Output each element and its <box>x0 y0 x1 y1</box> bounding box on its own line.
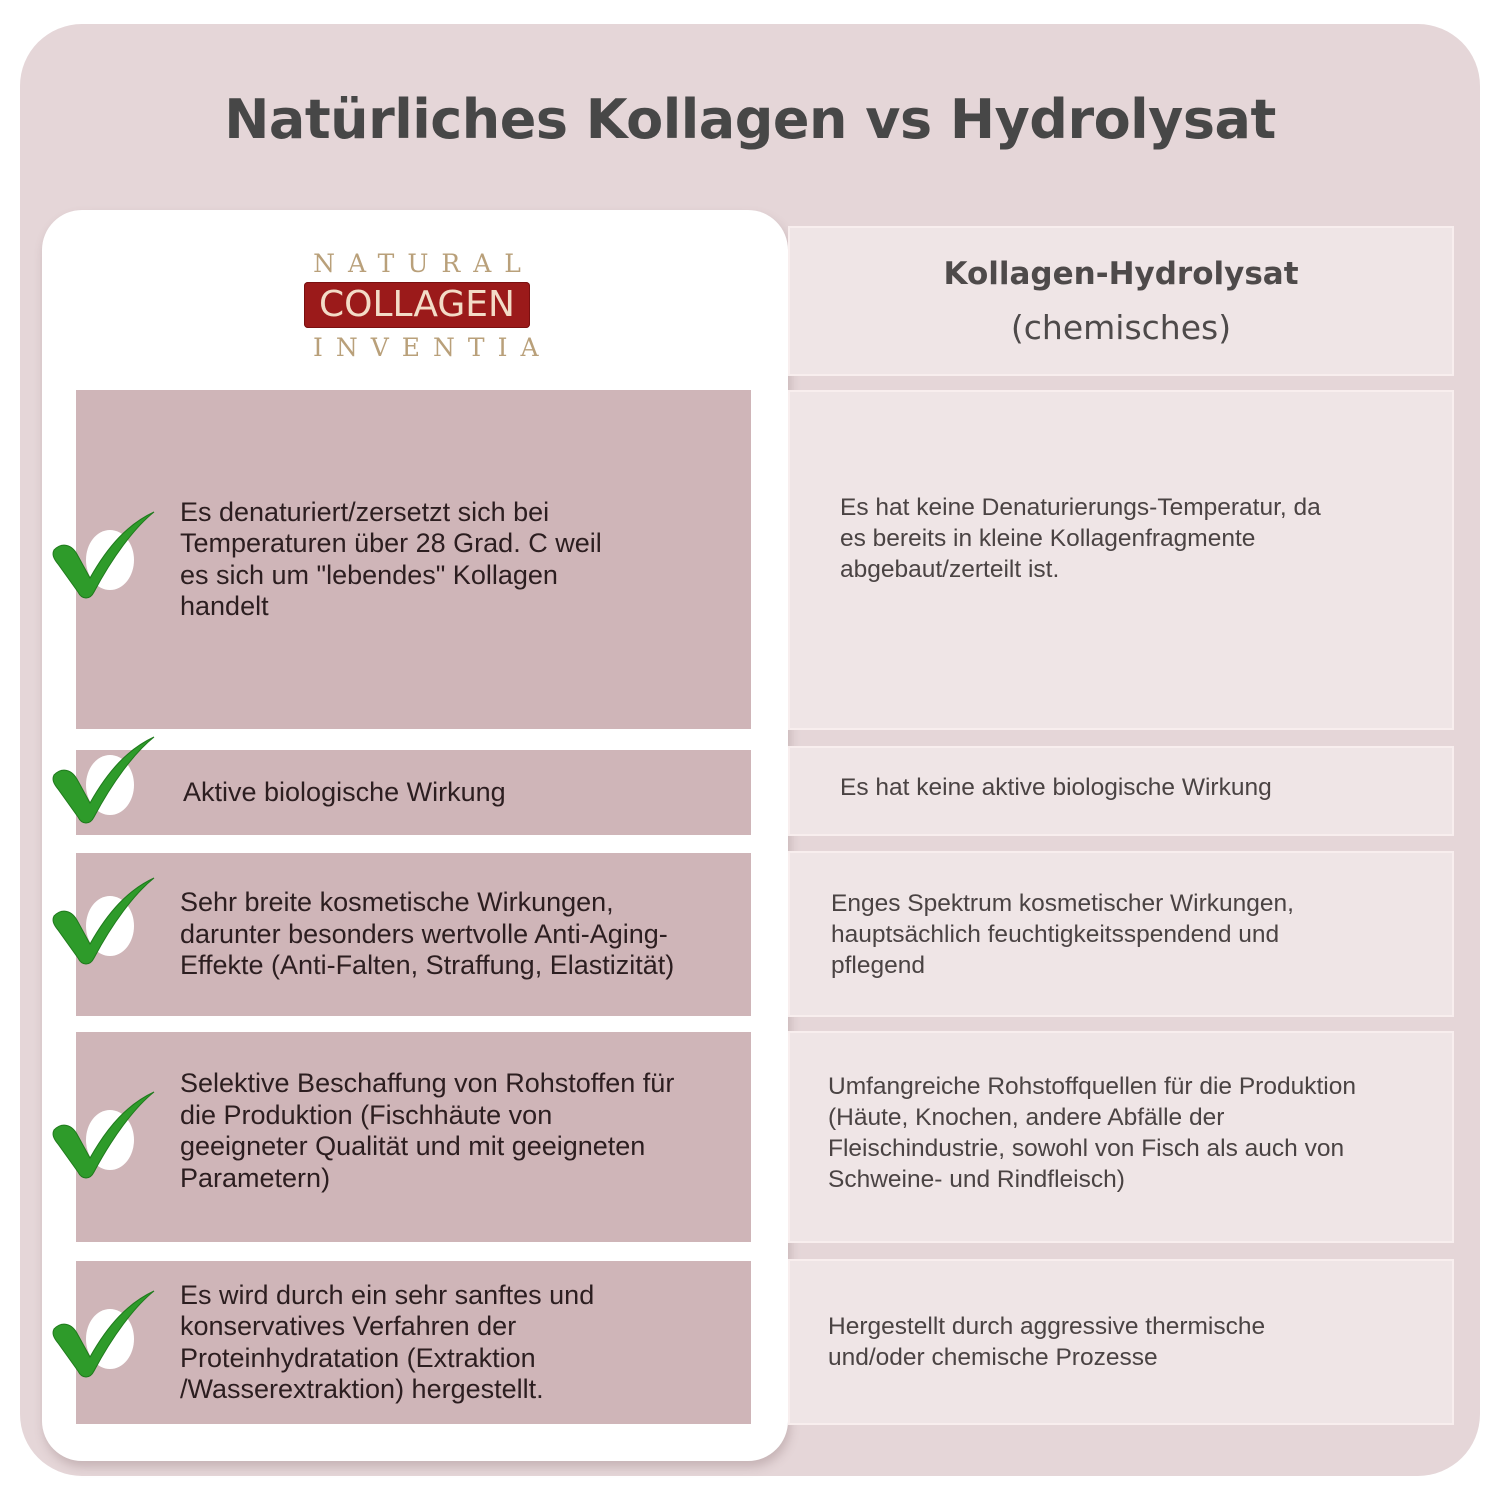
hydrolysate-cell-text: Es hat keine Denaturierungs-Temperatur, da es bereits in kleine Kollagenfragmente abgebaut/zerteilt ist. <box>840 494 1321 583</box>
hydrolysate-cell-4 <box>788 1031 1454 1243</box>
natural-cell-text: Selektive Beschaffung von Rohstoffen für die Produktion (Fischhäute von geeigneter Qualität und mit geeigneten Parametern) <box>180 1068 675 1193</box>
natural-cell-2 <box>76 750 751 835</box>
check-icon <box>50 733 150 823</box>
hydrolysate-header-title: Kollagen-Hydrolysat <box>943 256 1299 292</box>
hydrolysate-column-header <box>788 226 1454 376</box>
hydrolysate-cell-3 <box>788 851 1454 1017</box>
check-icon <box>50 1287 150 1377</box>
natural-cell-text: Es denaturiert/zersetzt sich bei Temperaturen über 28 Grad. C weil es sich um "lebendes" Kollagen handelt <box>180 496 602 621</box>
natural-cell-text: Sehr breite kosmetische Wirkungen, darunter besonders wertvolle Anti-Aging-Effekte (Anti-Falten, Straffung, Elastizität) <box>180 887 675 981</box>
logo-word-natural: NATURAL <box>313 249 534 278</box>
hydrolysate-header-subtitle: (chemisches) <box>1010 308 1232 347</box>
check-icon <box>50 508 150 598</box>
hydrolysate-cell-5 <box>788 1259 1454 1425</box>
page-title: Natürliches Kollagen vs Hydrolysat <box>224 88 1276 151</box>
natural-cell-1 <box>76 390 751 729</box>
check-icon <box>50 1088 150 1178</box>
hydrolysate-cell-1 <box>788 390 1454 730</box>
natural-cell-text: Aktive biologische Wirkung <box>183 776 506 807</box>
logo-word-inventia: INVENTIA <box>313 333 552 362</box>
natural-cell-text: Es wird durch ein sehr sanftes und konservatives Verfahren der Proteinhydratation (Extraktion /Wasserextraktion) hergestellt. <box>180 1279 595 1404</box>
natural-cell-3 <box>76 853 751 1016</box>
brand-logo <box>300 249 552 370</box>
hydrolysate-cell-text: Es hat keine aktive biologische Wirkung <box>840 773 1272 801</box>
hydrolysate-cell-text: Umfangreiche Rohstoffquellen für die Produktion (Häute, Knochen, andere Abfälle der Fleischindustrie, sowohl von Fisch als auch von Schweine- und Rindfleisch) <box>828 1073 1356 1193</box>
natural-cell-5 <box>76 1261 751 1424</box>
hydrolysate-cell-2 <box>788 746 1454 836</box>
natural-cell-4 <box>76 1032 751 1242</box>
hydrolysate-cell-text: Enges Spektrum kosmetischer Wirkungen, hauptsächlich feuchtigkeitsspendend und pflegend <box>831 889 1294 979</box>
logo-word-collagen: COLLAGEN <box>304 282 530 328</box>
check-icon <box>50 874 150 964</box>
hydrolysate-cell-text: Hergestellt durch aggressive thermische und/oder chemische Prozesse <box>828 1313 1266 1371</box>
